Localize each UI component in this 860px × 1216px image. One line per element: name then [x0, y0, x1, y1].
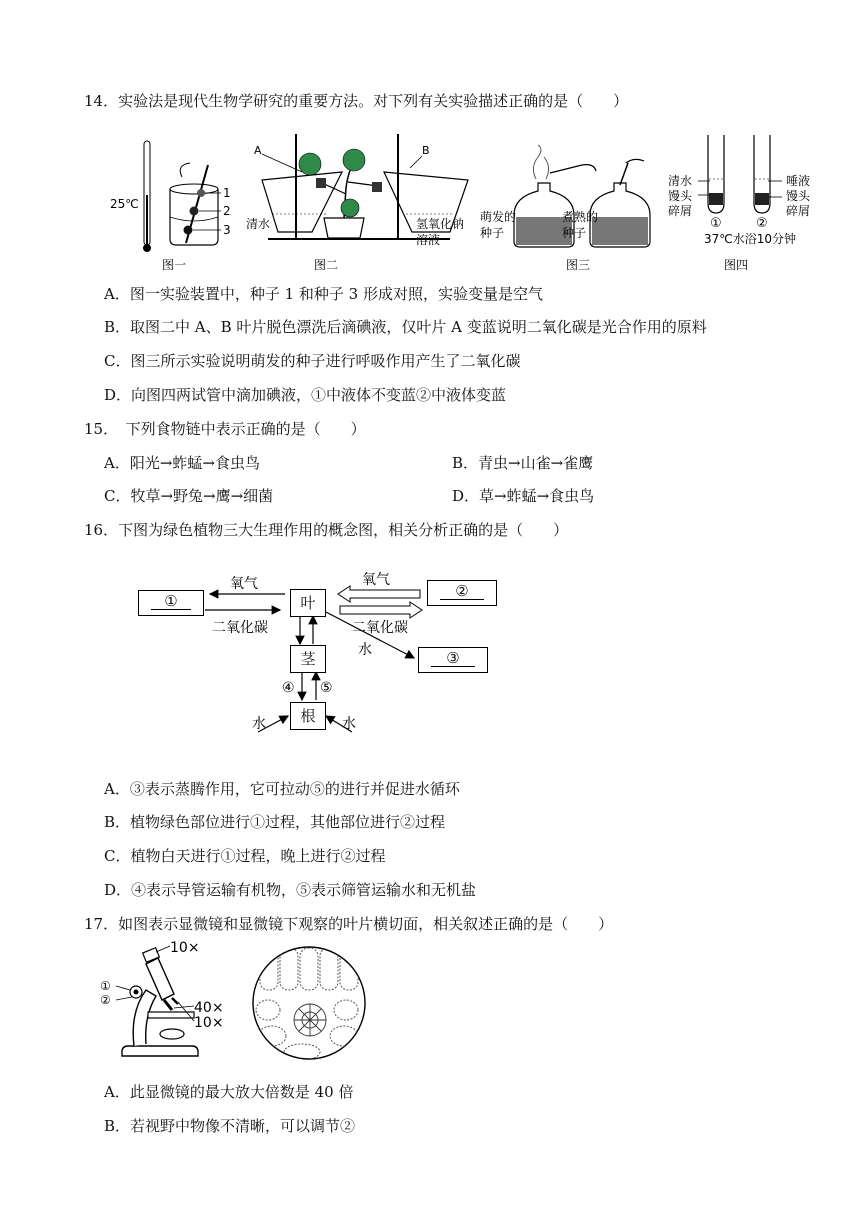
blank-box-3 [418, 647, 488, 673]
label-process-4: ④ [282, 680, 295, 696]
fig1-label-3: 3 [223, 223, 231, 237]
fig4-label-saliva: 唾液 [786, 174, 811, 188]
figure-17-microscope [100, 942, 240, 1062]
objective-low-mag: 10× [194, 1015, 224, 1031]
label-co2-left: 二氧化碳 [212, 620, 268, 636]
eyepiece-mag: 10× [170, 940, 200, 956]
fig4-tube-1: ① [710, 216, 722, 231]
fig3-label-germinating: 萌发的 [480, 210, 517, 224]
q15-option-c: C．牧草→野兔→鹰→细菌 [104, 487, 274, 505]
fig4-label-crumbs2: 碎屑 [786, 204, 811, 218]
fig2-label-b: B [422, 144, 430, 157]
figure-17-leaf-cross-section [250, 944, 368, 1062]
q17-option-a: A．此显微镜的最大放大倍数是 40 倍 [104, 1083, 354, 1101]
fig3-label-seed2: 种子 [562, 226, 587, 240]
fig4-label-mantou1: 馒头 [668, 189, 693, 203]
q14-option-a: A．图一实验装置中，种子 1 和种子 3 形成对照，实验变量是空气 [104, 285, 543, 303]
blank-box-1 [138, 590, 204, 616]
q15-option-a: A．阳光→蚱蜢→食虫鸟 [104, 454, 260, 472]
fig3-label-cooked: 煮熟的 [562, 210, 599, 224]
q16-option-a: A．③表示蒸腾作用，它可拉动⑤的进行并促进水循环 [104, 780, 460, 798]
fig4-bath-label: 37℃水浴10分钟 [704, 232, 797, 246]
label-water-diagonal: 水 [358, 642, 372, 658]
fig4-label-mantou2: 馒头 [786, 189, 811, 203]
q16-option-b: B．植物绿色部位进行①过程，其他部位进行②过程 [104, 813, 446, 831]
leaf-box [290, 589, 326, 617]
blank-3-label: ③ [431, 650, 475, 667]
q14-option-c: C．图三所示实验说明萌发的种子进行呼吸作用产生了二氧化碳 [104, 352, 521, 370]
objective-high-mag: 40× [194, 1000, 224, 1016]
fig4-caption: 图四 [724, 258, 749, 272]
question-16-stem: 16．下图为绿色植物三大生理作用的概念图，相关分析正确的是（ ） [84, 521, 569, 539]
q16-option-c: C．植物白天进行①过程，晚上进行②过程 [104, 847, 386, 865]
fig3-caption: 图三 [566, 258, 591, 272]
blank-1-label: ① [151, 593, 191, 610]
fig4-label-crumbs1: 碎屑 [668, 204, 693, 218]
question-14-stem: 14．实验法是现代生物学研究的重要方法。对下列有关实验描述正确的是（ ） [84, 92, 629, 110]
label-oxygen-left: 氧气 [230, 576, 258, 592]
label-oxygen-right: 氧气 [362, 572, 390, 588]
question-15-stem: 15． 下列食物链中表示正确的是（ ） [84, 420, 366, 438]
q14-option-b: B．取图二中 A、B 叶片脱色漂洗后滴碘液，仅叶片 A 变蓝说明二氧化碳是光合作用的原料 [104, 318, 707, 336]
leaf-label: 叶 [300, 594, 316, 612]
fig1-caption: 图一 [162, 258, 187, 272]
label-co2-right: 二氧化碳 [352, 620, 408, 636]
root-box [290, 702, 326, 730]
mark-1-coarse-knob: ① [100, 979, 111, 993]
q17-option-b: B．若视野中物像不清晰，可以调节② [104, 1117, 356, 1135]
mark-2-fine-knob: ② [100, 993, 111, 1007]
blank-2-label: ② [440, 583, 484, 600]
fig4-label-water: 清水 [668, 174, 693, 188]
fig2-label-naoh: 氢氧化钠 [416, 217, 465, 231]
label-process-5: ⑤ [320, 680, 333, 696]
fig2-label-solution: 溶液 [416, 233, 441, 247]
blank-box-2 [427, 580, 497, 606]
fig3-label-seed1: 种子 [480, 226, 505, 240]
stem-label: 茎 [300, 650, 316, 668]
label-water-left: 水 [252, 716, 266, 732]
root-label: 根 [300, 707, 316, 725]
figure-3-respiration-experiment [478, 145, 678, 275]
q16-option-d: D．④表示导管运输有机物，⑤表示筛管运输水和无机盐 [104, 881, 477, 899]
question-17-stem: 17．如图表示显微镜和显微镜下观察的叶片横切面，相关叙述正确的是（ ） [84, 915, 614, 933]
fig2-label-water: 清水 [246, 217, 271, 231]
label-water-right: 水 [342, 716, 356, 732]
figure-1-seed-experiment [100, 135, 240, 275]
fig1-label-2: 2 [223, 204, 231, 218]
fig4-tube-2: ② [756, 216, 768, 231]
q15-option-d: D．草→蚱蜢→食虫鸟 [452, 487, 595, 505]
fig2-label-a: A [254, 144, 262, 157]
q15-option-b: B．青虫→山雀→雀鹰 [452, 454, 594, 472]
fig1-label-1: 1 [223, 186, 231, 200]
stem-box [290, 645, 326, 673]
fig1-temp-label: 25℃ [110, 197, 139, 211]
figure-2-leaf-experiment [246, 132, 480, 275]
q14-option-d: D．向图四两试管中滴加碘液，①中液体不变蓝②中液体变蓝 [104, 386, 507, 404]
figure-4-digestion-experiment [668, 133, 833, 275]
fig2-caption: 图二 [314, 258, 339, 272]
